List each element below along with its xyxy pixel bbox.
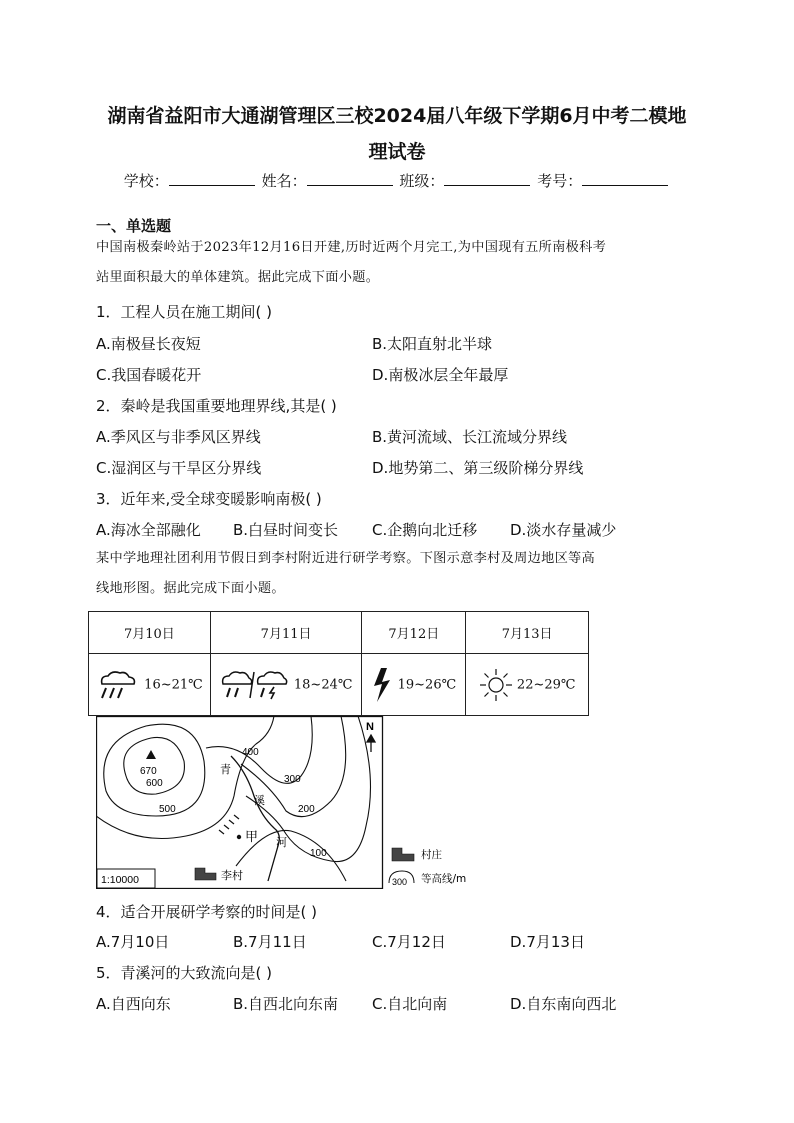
contour-400 <box>96 716 274 839</box>
question-4-option-b[interactable]: B.7月11日 <box>233 933 307 951</box>
question-4-option-a[interactable]: A.7月10日 <box>96 933 170 951</box>
question-2-option-a[interactable]: A.季风区与非季风区界线 <box>96 428 261 446</box>
question-5-option-a[interactable]: A.自西向东 <box>96 995 171 1013</box>
contour-label: 200 <box>298 804 315 815</box>
question-2-option-b[interactable]: B.黄河流域、长江流域分界线 <box>372 428 568 446</box>
question-4-stem: 4．适合开展研学考察的时间是( ) <box>96 903 318 921</box>
passage-2-line2: 线地形图。据此完成下面小题。 <box>96 581 285 596</box>
point-jia-label: 甲 <box>245 830 259 845</box>
passage-1-line1: 中国南极秦岭站于2023年12月16日开建,历时近两个月完工,为中国现有五所南极科考 <box>96 240 607 255</box>
question-2-option-d[interactable]: D.地势第二、第三级阶梯分界线 <box>372 459 584 477</box>
contour-label: 600 <box>146 778 163 789</box>
question-2-option-c[interactable]: C.湿润区与干旱区分界线 <box>96 459 262 477</box>
page-title-line2: 理试卷 <box>368 141 426 163</box>
question-5-option-b[interactable]: B.自西北向东南 <box>233 995 339 1013</box>
passage-1-line2: 站里面积最大的单体建筑。据此完成下面小题。 <box>96 270 380 285</box>
legend-contour-sample: 300 <box>392 877 408 887</box>
contour-map <box>96 716 473 889</box>
legend-village-label: 村庄 <box>421 849 442 861</box>
question-3-stem: 3．近年来,受全球变暖影响南极( ) <box>96 490 322 508</box>
page-title-line1: 湖南省益阳市大通湖管理区三校2024届八年级下学期6月中考二模地 <box>107 105 687 127</box>
legend-village-icon <box>392 848 414 861</box>
weather-cell <box>210 654 362 716</box>
weather-date: 7月12日 <box>362 612 466 654</box>
point-jia-marker <box>237 835 241 839</box>
class-blank[interactable] <box>444 171 530 186</box>
question-3-option-c[interactable]: C.企鹅向北迁移 <box>372 521 478 539</box>
question-1-option-b[interactable]: B.太阳直射北半球 <box>372 335 493 353</box>
question-1-stem: 1．工程人员在施工期间( ) <box>96 303 273 321</box>
question-3-option-a[interactable]: A.海冰全部融化 <box>96 521 201 539</box>
name-blank[interactable] <box>307 171 393 186</box>
scale-label: 1:10000 <box>101 874 139 886</box>
id-label: 考号： <box>537 172 583 190</box>
question-3-option-b[interactable]: B.白昼时间变长 <box>233 521 339 539</box>
weather-date: 7月11日 <box>210 612 362 654</box>
school-label: 学校： <box>123 172 169 190</box>
river-char: 溪 <box>254 794 265 807</box>
contour-label: 500 <box>159 804 176 815</box>
question-1-option-a[interactable]: A.南极昼长夜短 <box>96 335 201 353</box>
river-char: 青 <box>220 763 231 776</box>
passage-2-line1: 某中学地理社团利用节假日到李村附近进行研学考察。下图示意李村及周边地区等高 <box>96 551 596 566</box>
north-arrow-icon <box>367 735 375 752</box>
question-5-stem: 5．青溪河的大致流向是( ) <box>96 964 273 982</box>
contour-100 <box>246 716 371 862</box>
question-1-option-d[interactable]: D.南极冰层全年最厚 <box>372 366 509 384</box>
weather-date: 7月10日 <box>89 612 211 654</box>
passage-2 <box>96 544 696 604</box>
question-4-option-c[interactable]: C.7月12日 <box>372 933 446 951</box>
sun-icon <box>479 668 513 702</box>
question-2-stem: 2．秦岭是我国重要地理界线,其是( ) <box>96 397 337 415</box>
legend-contour-label: 等高线/m <box>421 873 467 885</box>
peak-elevation: 670 <box>140 766 157 777</box>
village-label: 李村 <box>221 869 243 882</box>
weather-temp: 22~29℃ <box>516 677 576 692</box>
contour-label: 100 <box>310 848 327 859</box>
weather-temp: 18~24℃ <box>293 677 353 692</box>
weather-cell <box>362 654 466 716</box>
peak-triangle-icon <box>146 750 156 759</box>
section-heading: 一、单选题 <box>96 217 172 235</box>
contour-label: 300 <box>284 774 301 785</box>
id-blank[interactable] <box>582 171 668 186</box>
question-5-option-d[interactable]: D.自东南向西北 <box>510 995 617 1013</box>
weather-table <box>88 611 589 716</box>
school-blank[interactable] <box>169 171 255 186</box>
weather-temp: 16~21℃ <box>144 677 203 692</box>
north-label: N <box>366 721 374 733</box>
weather-temp: 19~26℃ <box>397 677 457 692</box>
passage-1 <box>96 233 696 293</box>
weather-date: 7月13日 <box>466 612 589 654</box>
question-5-option-c[interactable]: C.自北向南 <box>372 995 448 1013</box>
rain-icon <box>96 670 140 700</box>
question-1-option-c[interactable]: C.我国春暖花开 <box>96 366 202 384</box>
weather-cell <box>466 654 589 716</box>
question-4-option-d[interactable]: D.7月13日 <box>510 933 585 951</box>
lightning-icon <box>371 667 393 703</box>
contour-label: 400 <box>242 747 259 758</box>
village-icon <box>195 868 216 880</box>
rain-thunder-icon <box>220 670 290 700</box>
name-label: 姓名： <box>261 172 307 190</box>
class-label: 班级： <box>399 172 445 190</box>
river-char: 河 <box>276 836 287 849</box>
student-info-line <box>0 170 794 191</box>
weather-cell <box>89 654 211 716</box>
question-3-option-d[interactable]: D.淡水存量减少 <box>510 521 617 539</box>
